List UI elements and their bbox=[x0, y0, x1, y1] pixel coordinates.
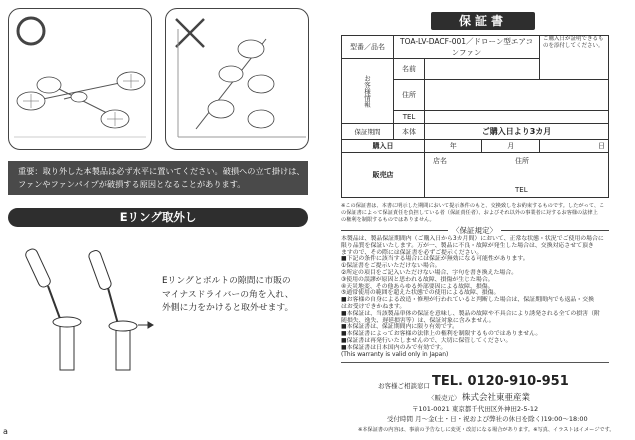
address-label: 住所 bbox=[394, 80, 425, 111]
terms-line: ■保証書は再発行いたしませんので、大切に保管してください。 bbox=[341, 337, 512, 344]
terms-english-note: (This warranty is valid only in Japan) bbox=[341, 351, 449, 358]
e-ring-instructions bbox=[162, 275, 294, 316]
contact-divider bbox=[341, 362, 609, 363]
e-ring-removal-heading: Eリング取外し bbox=[8, 208, 308, 227]
terms-line: ■本保証書は、保証期間内に限り有効です。 bbox=[341, 324, 459, 331]
warranty-period-label: 保証期間 bbox=[342, 124, 394, 140]
terms-heading: 〈保証規定〉 bbox=[448, 225, 501, 236]
terms-line: ②所定の項目をご記入いただけない場合、字句を書き換えた場合。 bbox=[341, 269, 518, 276]
screwdriver-illustration bbox=[14, 240, 154, 380]
terms-line: ますので、その際には保証書を必ずご提示ください。 bbox=[341, 249, 483, 256]
tel-field bbox=[425, 111, 609, 124]
footnote: ※本保証書の内容は、事前の予告なしに変更・改訂になる場合があります。※写真、イラストはイメージです。 bbox=[358, 427, 615, 433]
terms-line: はお受けできかねます。 bbox=[341, 303, 406, 310]
drone-fan-leaning-drawing bbox=[166, 9, 308, 149]
important-note-banner bbox=[8, 161, 308, 195]
note-line: ※この保証書は、本書に明示した期間において提示条件のもと、交換致しをお約束するものです。したがって、こ bbox=[341, 203, 605, 209]
terms-line: 限り品質を保証いたします。万が一、製品に不良・故障が発生した場合は、交換対応させて頂き bbox=[341, 242, 594, 249]
contact-phone: TEL. 0120-910-951 bbox=[432, 374, 569, 389]
model-label: 型番／品名 bbox=[342, 36, 394, 59]
terms-line: ①保証書をご提示いただけない場合。 bbox=[341, 263, 441, 270]
ng-cross-icon bbox=[176, 19, 204, 47]
company-address: 〒101-0021 東京都千代田区外神田2-5-12 bbox=[412, 405, 539, 413]
name-field bbox=[425, 59, 540, 80]
instruction-line: Eリングとボルトの隙間に市販の bbox=[162, 276, 291, 286]
terms-line: ■本保証書は日本国内のみで有効です。 bbox=[341, 344, 447, 351]
arrow-right-icon bbox=[138, 322, 153, 328]
page-number: a bbox=[3, 427, 8, 436]
store-address-label: 住所 bbox=[515, 157, 529, 165]
ok-circle-icon bbox=[18, 18, 44, 44]
note-line: の権利を制限するものではありません。 bbox=[341, 217, 435, 223]
form-note bbox=[341, 203, 604, 224]
purchase-proof-note: ご購入日が証明できるものを添付してください。 bbox=[540, 36, 609, 80]
store-name-label: 店名 bbox=[433, 157, 447, 165]
terms-line: ④天災地変、その他あらゆる外部要因による故障、損傷。 bbox=[341, 283, 494, 290]
terms-line: ③使用の誤謬が原因と思われる故障、損傷が生じた場合。 bbox=[341, 276, 494, 283]
warranty-form bbox=[341, 35, 609, 198]
store-field bbox=[425, 153, 609, 198]
company-name: 株式会社東亜産業 bbox=[462, 393, 531, 403]
terms-line: ■お客様の自身による改造・修理が行われていると判断した場合は、保証期間内でも返品・交換 bbox=[341, 297, 594, 304]
warranty-terms bbox=[341, 236, 604, 358]
terms-line: 本製品は、製品保証期間内（ご購入日から3カ月間）において、正常な状態・状況でご使用の場合に bbox=[341, 236, 604, 242]
instruction-line: 外側に力をかけると取外せます。 bbox=[162, 303, 294, 313]
name-label: 名前 bbox=[394, 59, 425, 80]
warranty-period-value: ご購入日より3カ月 bbox=[425, 124, 609, 140]
note-line: の保証書によって保証責任を負担している者（保証責任者）、およびそれ以外の事業者に対するお客様の法律上 bbox=[341, 210, 598, 216]
tel-label: TEL bbox=[394, 111, 425, 124]
model-value: TOA-LV-DACF-001／ドローン型エアコンファン bbox=[394, 36, 540, 59]
business-hours: 受付時間 月～金(土・日・祝および弊社の休日を除く)19:00～18:00 bbox=[387, 415, 588, 423]
correct-placement-illustration bbox=[8, 8, 152, 150]
day-label: 日 bbox=[540, 140, 609, 153]
drone-fan-flat-drawing bbox=[9, 9, 151, 149]
warranty-title: 保証書 bbox=[431, 12, 535, 30]
important-note-line-2: ファンやファンパイプが破損する原因となることがあります。 bbox=[18, 179, 246, 189]
inquiry-label: お客様ご相談窓口 bbox=[378, 382, 430, 390]
address-field bbox=[425, 80, 609, 111]
terms-line: 随損失、逸失、遅延損害等）は、保証対象に含みません。 bbox=[341, 317, 495, 324]
instruction-line: マイナスドライバーの角を入れ、 bbox=[162, 289, 294, 300]
terms-line: ■本保証書によってお客様の法律上の権利を制限するものではありません。 bbox=[341, 331, 542, 338]
incorrect-placement-illustration bbox=[165, 8, 309, 150]
seller-label: 〈販売元〉 bbox=[428, 394, 461, 402]
terms-line: ■本保証は、当該製品単体の保証を意味し、製品の故障や不具合により誘発される全ての損害（附 bbox=[341, 310, 600, 317]
terms-line: ⑤通常使用の範囲を超えた状態での使用による故障、損傷。 bbox=[341, 290, 500, 297]
important-note-line-1: 重要：取り外した本製品は必ず水平に置いてください。破損への立て掛けは、 bbox=[18, 166, 305, 176]
store-label: 販売店 bbox=[342, 153, 425, 198]
year-label: 年 bbox=[425, 140, 482, 153]
terms-line: ■下記の条件に該当する場合には保証が無効になる可能性があります。 bbox=[341, 256, 529, 263]
purchase-date-label: 購入日 bbox=[342, 140, 425, 153]
body-label: 本体 bbox=[394, 124, 425, 140]
month-label: 月 bbox=[482, 140, 540, 153]
customer-info-label: お客様情報 bbox=[342, 59, 394, 124]
store-tel-label: TEL bbox=[515, 186, 528, 194]
